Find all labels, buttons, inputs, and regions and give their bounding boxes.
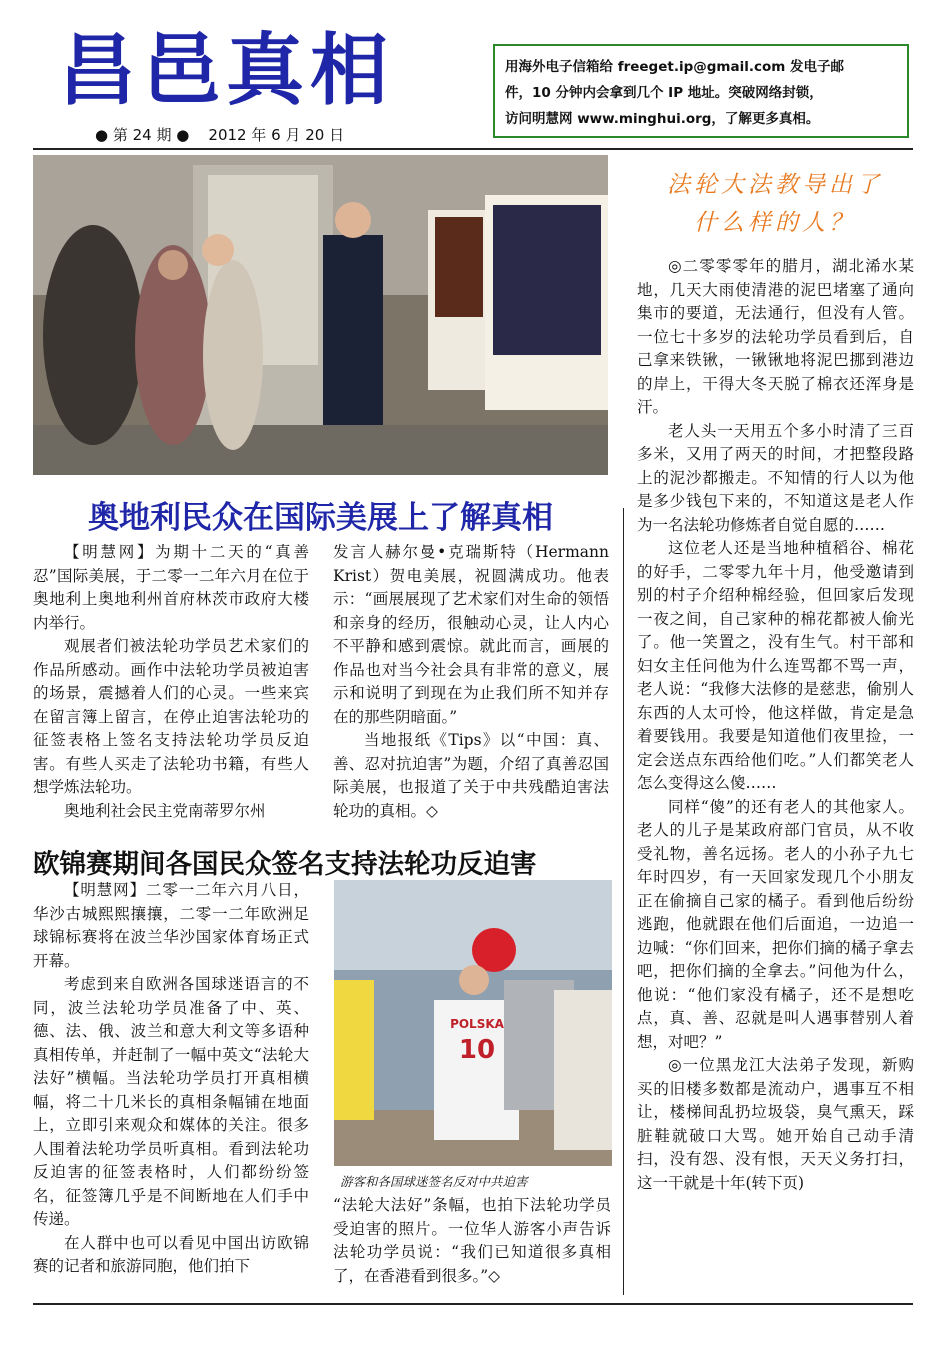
jersey-text: POLSKA [450,1017,504,1031]
issue-date: 2012 年 6 月 20 日 [208,126,345,144]
article1-headline: 奥地利民众在国际美展上了解真相 [88,500,553,536]
article3-title-line-2: 什么样的人？ [694,210,856,236]
article2-paragraph: 在人群中也可以看见中国出访欧锦赛的记者和旅游同胞，他们拍下 [33,1233,309,1275]
article3-title [640,166,910,242]
article3-paragraph: 这位老人还是当地种植稻谷、棉花的好手，二零零九年十月，他受邀请到别的村子介绍种棉经验，但回家后发现一夜之间，自己家种的棉花都被人偷光了。他一笑置之，没有生气。村干部和妇女主任问他为什么连骂都不骂一声，老人说：“我修大法修的是慈悲，偷别人东西的人太可怜，他这样做，肯定是急着要钱用。我要是知道他们夜里捡，一定会送点东西给他们吃。”人们都笑老人怎么变得这么傻…… [637,539,914,792]
jersey-number: 10 [458,1035,496,1065]
article1-column-1 [33,541,309,823]
notice-line-3: 访问明慧网 www.minghui.org，了解更多真相。 [505,111,820,127]
exhibition-photo [33,155,608,475]
article3-body [637,255,914,1195]
masthead-title: 昌邑真相 [58,26,395,116]
top-rule [33,148,913,150]
article1-paragraph: 【明慧网】为期十二天的“真善忍”国际美展，于二零一二年六月在位于奥地利上奥地利州首府林茨市政府大楼内举行。 [33,543,309,632]
article3-paragraph: 老人头一天用五个多小时清了三百多米，又用了两天的时间，才把整段路上的泥沙都搬走。不知情的行人以为他是多少钱包下来的，不知道这是老人作为一名法轮功修炼者自觉自愿的…… [637,421,914,534]
article2-headline: 欧锦赛期间各国民众签名支持法轮功反迫害 [33,849,537,880]
notice-line-1: 用海外电子信箱给 freeget.ip@gmail.com 发电子邮 [505,59,845,75]
article1-column-2 [333,541,609,823]
article1-paragraph: 当地报纸《Tips》以“中国：真、善、忍对抗迫害”为题，介绍了真善忍国际美展，也报道了关于中共残酷迫害法轮功的真相。◇ [333,731,609,820]
photo-caption: 游客和各国球迷签名反对中共迫害 [340,1174,528,1189]
article2-column-1 [33,879,309,1279]
bottom-rule [33,1303,913,1305]
issue-line [95,124,344,145]
column-divider [623,508,624,1295]
article3-paragraph: ◎二零零零年的腊月，湖北浠水某地，几天大雨使清港的泥巴堵塞了通向集市的要道，无法通行，但没有人管。一位七十多岁的法轮功学员看到后，自己拿来铁锹，一锹锹地将泥巴挪到港边的岸上，干得大冬天脱了棉衣还浑身是汗。 [637,257,914,416]
notice-line-2: 件，10 分钟内会拿到几个 IP 地址。突破网络封锁， [505,85,823,101]
article1-paragraph: 奥地利社会民主党南蒂罗尔州 [64,801,266,820]
article2-column-2 [333,1194,611,1288]
article1-paragraph: 观展者们被法轮功学员艺术家们的作品所感动。画作中法轮功学员被迫害的场景，震撼着人们的心灵。一些来宾在留言簿上留言，在停止迫害法轮功的征签表格上签名支持法轮功学员反迫害。有些人买走了法轮功书籍，有些人想学炼法轮功。 [33,637,309,796]
article1-paragraph: 发言人赫尔曼•克瑞斯特（Hermann Krist）贺电美展，祝圆满成功。他表示：“画展展现了艺术家们对生命的领悟和亲身的经历，很触动心灵，让人内心不平静和感到震惊。就此而言，画展的作品也对当今社会具有非常的意义，展示和说明了到现在为止我们所不知并存在的那些阴暗面。” [333,543,609,726]
article2-paragraph: 【明慧网】二零一二年六月八日，华沙古城熙熙攘攘，二零一二年欧洲足球锦标赛将在波兰华沙国家体育场正式开幕。 [33,881,309,970]
proxy-notice-box [493,44,909,138]
euro-cup-photo [334,880,612,1166]
article3-title-line-1: 法轮大法教导出了 [667,172,883,198]
article3-paragraph: 同样“傻”的还有老人的其他家人。老人的儿子是某政府部门官员，从不收受礼物，善名远扬。老人的小孙子九七年时四岁，有一天回家发现几个小朋友正在偷摘自己家的橘子。看到他后纷纷逃跑，他就跟在他们后面追，一边追一边喊：“你们回来，把你们摘的橘子拿去吧，把你们摘的全拿去。”问他为什么，他说：“他们家没有橘子，还不是想吃点，真、善、忍就是叫人遇事替别人着想，对吧？” [637,797,914,1051]
article2-paragraph: “法轮大法好”条幅，也拍下法轮功学员受迫害的照片。一位华人游客小声告诉法轮功学员说：“我们已知道很多真相了，在香港看到很多。”◇ [333,1196,611,1285]
article3-paragraph: ◎一位黑龙江大法弟子发现，新购买的旧楼多数都是流动户，遇事互不相让，楼梯间乱扔垃圾袋，臭气熏天，踩脏鞋就破口大骂。她开始自己动手清扫，没有怨、没有恨，天天义务打扫，这一干就是十年(转下页) [637,1056,914,1192]
issue-number: ● 第 24 期 ● [95,126,190,144]
article2-paragraph: 考虑到来自欧洲各国球迷语言的不同，波兰法轮功学员准备了中、英、德、法、俄、波兰和意大利文等多语种真相传单，并赶制了一幅中英文“法轮大法好”横幅。当法轮功学员打开真相横幅，将二十几米长的真相条幅铺在地面上，立即引来观众和媒体的关注。很多人围着法轮功学员听真相。看到法轮功反迫害的征签表格时，人们都纷纷签名，征签簿几乎是不间断地在人们手中传递。 [33,975,309,1228]
